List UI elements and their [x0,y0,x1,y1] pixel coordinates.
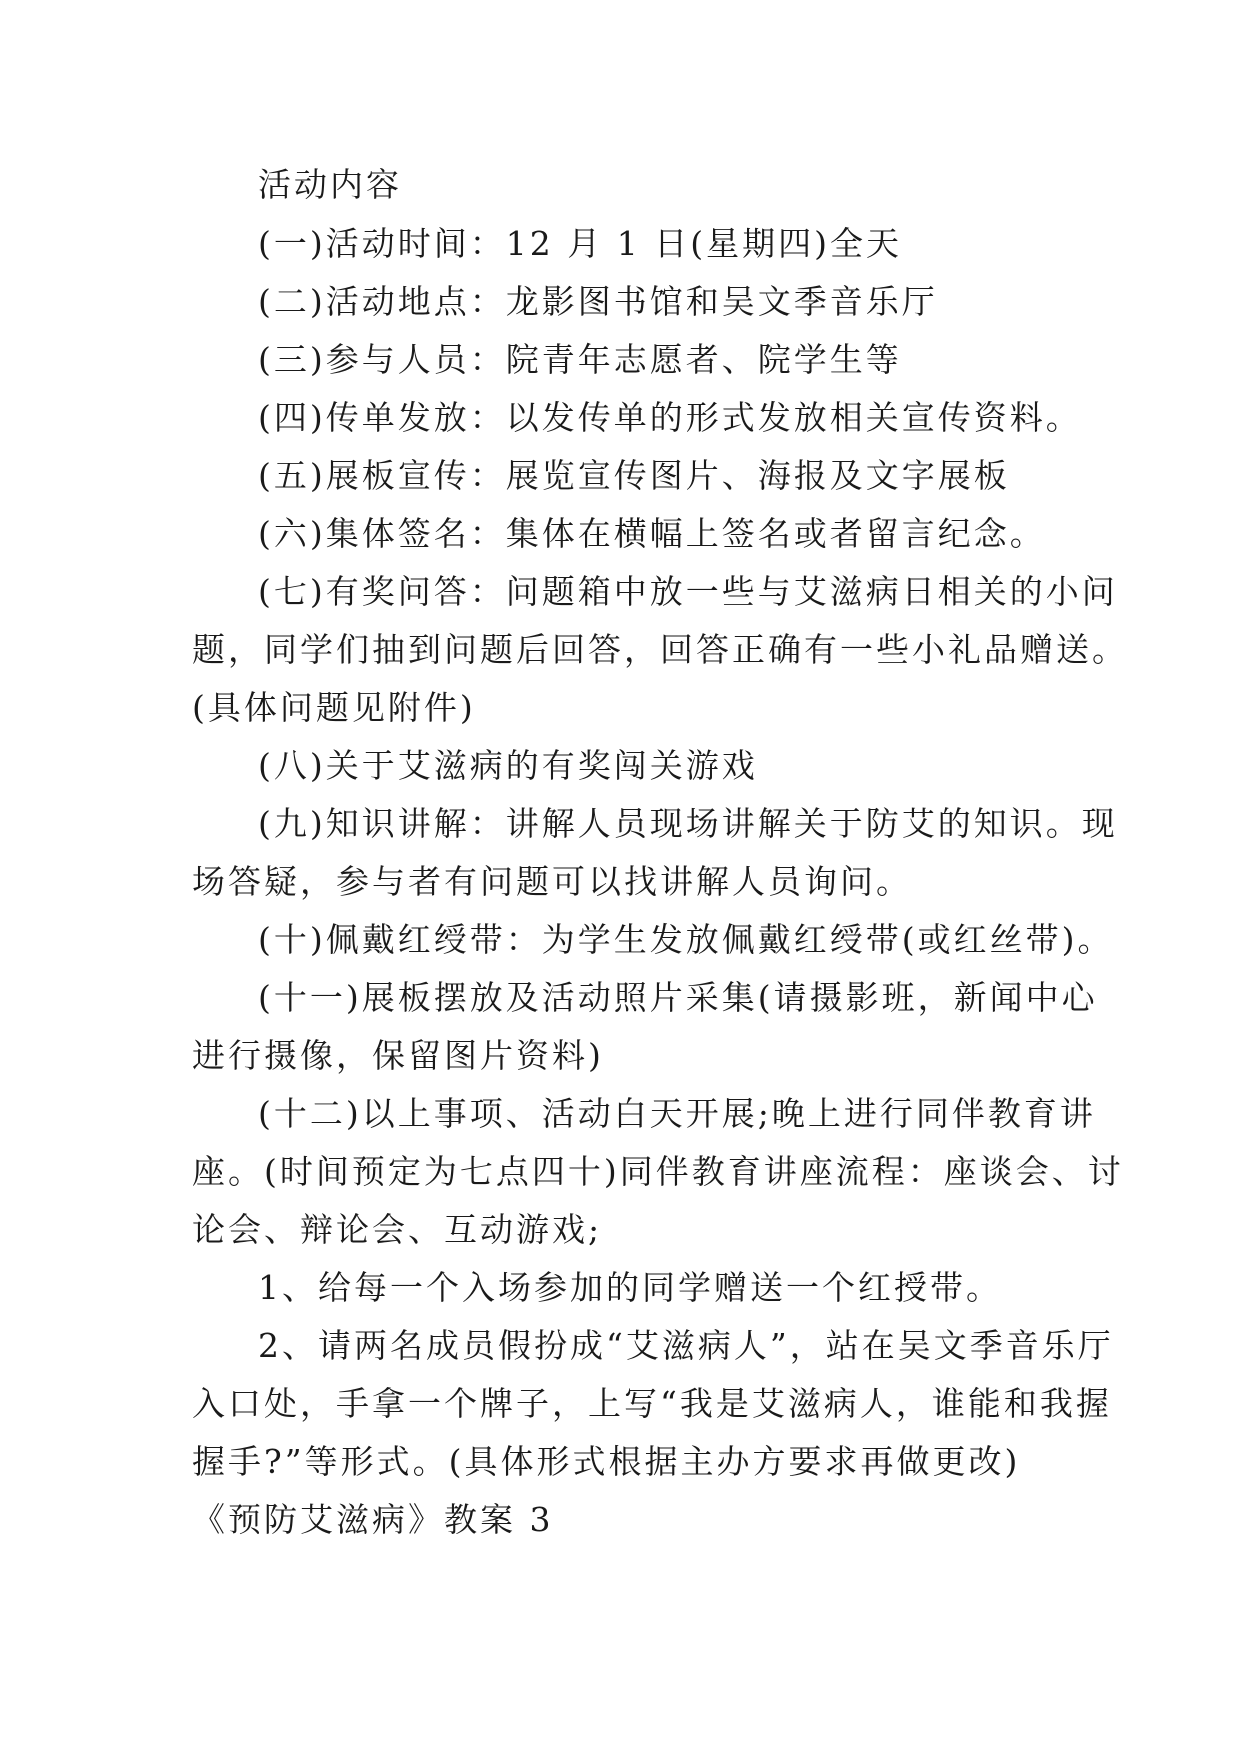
section-heading: 《预防艾滋病》教案 3 [192,1500,554,1539]
paragraph-line: (十一)展板摆放及活动照片采集(请摄影班，新闻中心 [258,978,1098,1017]
paragraph-line: 题，同学们抽到问题后回答，回答正确有一些小礼品赠送。 [192,630,1128,669]
paragraph-line: 握手?”等形式。(具体形式根据主办方要求再做更改) [192,1442,1021,1481]
paragraph-line: (六)集体签名：集体在横幅上签名或者留言纪念。 [258,514,1046,553]
paragraph-line: (具体问题见附件) [192,688,476,727]
paragraph-line: 场答疑，参与者有问题可以找讲解人员询问。 [192,862,912,901]
paragraph-line: (四)传单发放：以发传单的形式发放相关宣传资料。 [258,398,1082,437]
paragraph-line: 进行摄像，保留图片资料) [192,1036,604,1075]
paragraph-line: (一)活动时间：12 月 1 日(星期四)全天 [258,224,902,263]
paragraph-line: 活动内容 [258,165,402,204]
paragraph-line: (九)知识讲解：讲解人员现场讲解关于防艾的知识。现 [258,804,1118,843]
paragraph-line: 论会、辩论会、互动游戏; [192,1210,603,1249]
paragraph-line: 1、给每一个入场参加的同学赠送一个红授带。 [258,1268,1002,1307]
paragraph-line: (十二)以上事项、活动白天开展;晚上进行同伴教育讲 [258,1094,1096,1133]
paragraph-line: (七)有奖问答：问题箱中放一些与艾滋病日相关的小问 [258,572,1118,611]
paragraph-line: (五)展板宣传：展览宣传图片、海报及文字展板 [258,456,1010,495]
paragraph-line: 入口处，手拿一个牌子，上写“我是艾滋病人，谁能和我握 [192,1384,1112,1423]
paragraph-line: (八)关于艾滋病的有奖闯关游戏 [258,746,758,785]
paragraph-line: (二)活动地点：龙影图书馆和吴文季音乐厅 [258,282,938,321]
paragraph-line: 座。(时间预定为七点四十)同伴教育讲座流程：座谈会、讨 [192,1152,1124,1191]
paragraph-line: (三)参与人员：院青年志愿者、院学生等 [258,340,902,379]
paragraph-line: (十)佩戴红绶带：为学生发放佩戴红绶带(或红丝带)。 [258,920,1114,959]
paragraph-line: 2、请两名成员假扮成“艾滋病人”，站在吴文季音乐厅 [258,1326,1114,1365]
